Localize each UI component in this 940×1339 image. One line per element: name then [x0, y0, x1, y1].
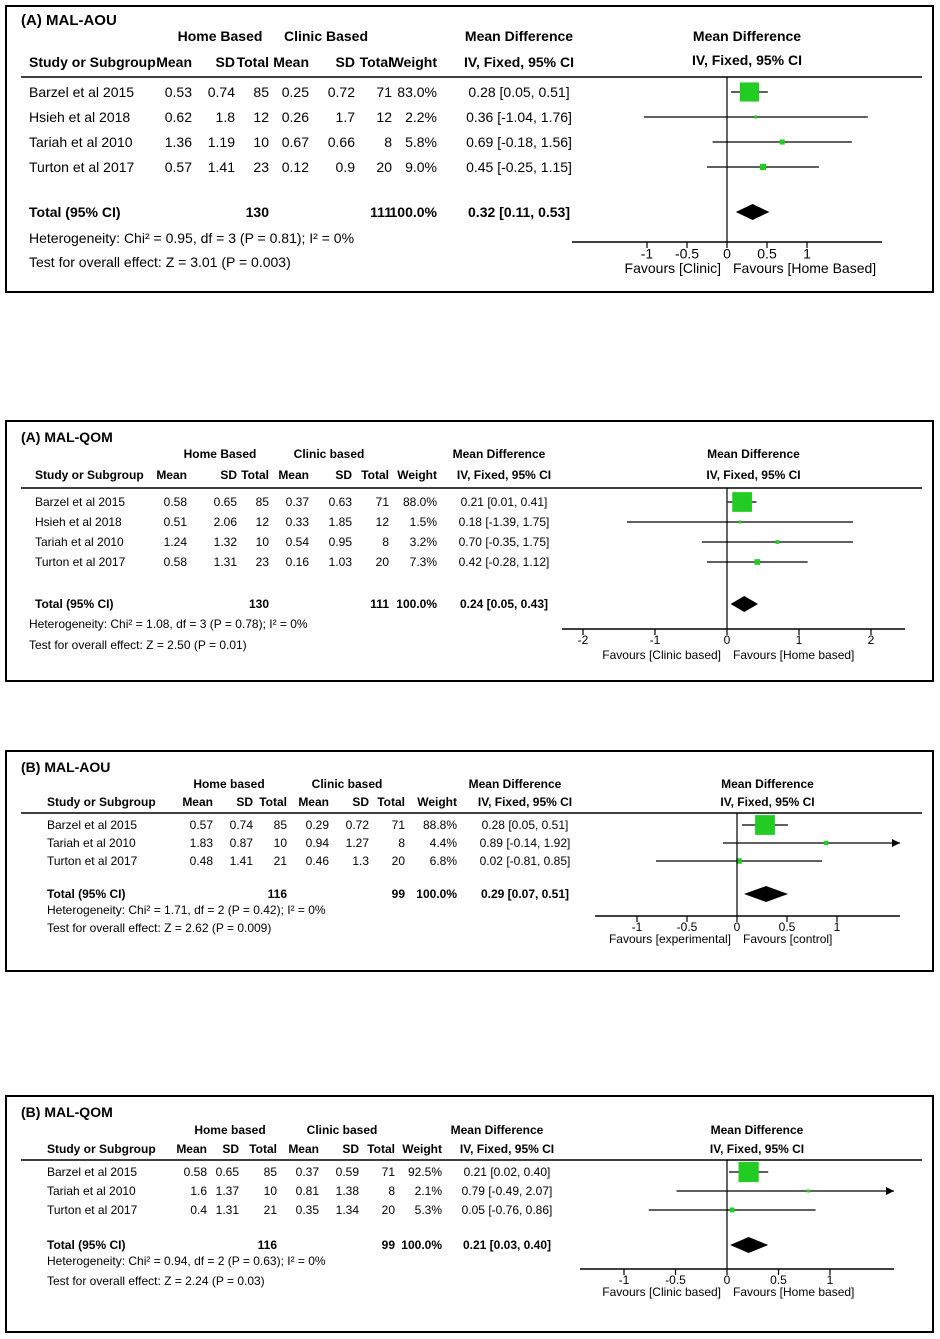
- total-cell: 100.0%: [389, 203, 437, 220]
- x-tick-label: 0: [733, 920, 741, 935]
- table-cell: 0.66: [327, 133, 355, 150]
- panel-title: (A) MAL-QOM: [21, 429, 113, 445]
- table-cell: 0.16: [285, 555, 309, 570]
- table-cell: 12: [253, 108, 269, 125]
- panel-title: (B) MAL-QOM: [21, 1104, 113, 1120]
- table-cell: 0.95: [328, 535, 352, 550]
- total-cell: 100.0%: [416, 887, 457, 902]
- study-name: Hsieh et al 2018: [29, 108, 131, 125]
- table-cell: 1.3: [352, 854, 369, 869]
- table-cell: 0.28 [0.05, 0.51]: [468, 83, 570, 100]
- study-point-square: [760, 164, 766, 170]
- table-cell: 71: [381, 1165, 395, 1180]
- table-cell: 0.02 [-0.81, 0.85]: [479, 854, 571, 869]
- column-header: Weight: [390, 54, 437, 70]
- study-point-square: [776, 540, 780, 544]
- table-cell: 0.74: [207, 83, 235, 100]
- table-cell: 0.87: [229, 836, 253, 851]
- column-header: Study or Subgroup: [35, 468, 144, 482]
- plot-subheader: IV, Fixed, 95% CI: [709, 1142, 805, 1156]
- column-header: IV, Fixed, 95% CI: [464, 54, 574, 70]
- table-cell: 0.35: [295, 1203, 319, 1218]
- study-name: Barzel et al 2015: [35, 495, 126, 510]
- mean-difference-header: Mean Difference: [464, 28, 574, 44]
- panel-title: (B) MAL-AOU: [21, 759, 111, 775]
- mean-difference-header: Mean Difference: [450, 1123, 544, 1137]
- column-header: Study or Subgroup: [47, 795, 156, 809]
- pooled-diamond: [731, 596, 758, 612]
- table-cell: 0.05 [-0.76, 0.86]: [461, 1203, 553, 1218]
- table-cell: 1.6: [190, 1184, 207, 1199]
- favours-left-label: Favours [experimental]: [608, 932, 731, 946]
- column-header: Total: [367, 1142, 395, 1156]
- column-header: Mean: [176, 1142, 207, 1156]
- table-cell: 0.46: [305, 854, 329, 869]
- overall-effect-text: Test for overall effect: Z = 2.50 (P = 0.01): [29, 638, 247, 652]
- table-cell: 0.18 [-1.39, 1.75]: [458, 515, 550, 530]
- table-cell: 0.69 [-0.18, 1.56]: [466, 133, 572, 150]
- table-cell: 8: [388, 1184, 395, 1199]
- table-cell: 8: [384, 133, 392, 150]
- table-cell: 1.27: [345, 836, 369, 851]
- column-header: Weight: [397, 468, 437, 482]
- column-header: Mean: [298, 795, 329, 809]
- x-tick-label: 1: [833, 920, 841, 935]
- table-cell: 0.45 [-0.25, 1.15]: [466, 158, 572, 175]
- favours-left-label: Favours [Clinic based]: [602, 648, 721, 662]
- table-cell: 0.67: [281, 133, 309, 150]
- favours-right-label: Favours [Home based]: [733, 1285, 855, 1299]
- table-cell: 0.25: [281, 83, 309, 100]
- study-name: Hsieh et al 2018: [35, 515, 122, 530]
- table-cell: 9.0%: [405, 158, 437, 175]
- table-cell: 0.21 [0.01, 0.41]: [460, 495, 548, 510]
- table-cell: 12: [376, 108, 392, 125]
- column-header: SD: [236, 795, 253, 809]
- x-tick-label: 0: [723, 245, 731, 262]
- x-tick-label: -2: [577, 633, 589, 648]
- table-cell: 1.32: [213, 535, 237, 550]
- x-tick-label: -1: [649, 633, 661, 648]
- column-header: Mean: [273, 54, 309, 70]
- column-header: Mean: [156, 468, 187, 482]
- x-tick-label: -0.5: [676, 920, 698, 935]
- table-cell: 12: [375, 515, 389, 530]
- table-cell: 0.28 [0.05, 0.51]: [481, 818, 569, 833]
- x-tick-label: 1: [803, 245, 811, 262]
- table-cell: 6.8%: [429, 854, 457, 869]
- study-point-square: [824, 841, 828, 845]
- total-cell: 0.21 [0.03, 0.40]: [462, 1238, 552, 1253]
- study-point-square: [740, 82, 759, 101]
- table-cell: 10: [255, 535, 269, 550]
- x-tick-label: 1: [826, 1273, 834, 1288]
- study-point-square: [780, 139, 785, 144]
- forest-plot-svg: [7, 422, 932, 680]
- column-header: Total: [359, 54, 392, 70]
- study-name: Tariah et al 2010: [47, 836, 136, 851]
- x-tick-label: 0.5: [778, 920, 796, 935]
- total-cell: 100.0%: [396, 597, 437, 612]
- plot-subheader: IV, Fixed, 95% CI: [692, 52, 802, 68]
- total-cell: 130: [245, 203, 269, 220]
- table-cell: 23: [255, 555, 269, 570]
- study-name: Barzel et al 2015: [47, 818, 138, 833]
- plot-mean-difference-header: Mean Difference: [692, 28, 802, 44]
- table-cell: 85: [273, 818, 287, 833]
- table-cell: 20: [391, 854, 405, 869]
- pooled-diamond: [730, 1237, 768, 1253]
- total-cell: 111: [370, 203, 392, 220]
- column-header: SD: [342, 1142, 359, 1156]
- forest-panel-b-mal-aou: [5, 750, 934, 972]
- plot-mean-difference-header: Mean Difference: [721, 777, 814, 791]
- table-cell: 0.65: [215, 1165, 239, 1180]
- table-cell: 0.33: [285, 515, 309, 530]
- pooled-diamond: [736, 204, 770, 220]
- column-header: Total: [259, 795, 287, 809]
- column-header: IV, Fixed, 95% CI: [477, 795, 573, 809]
- table-cell: 12: [255, 515, 269, 530]
- total-cell: 0.24 [0.05, 0.43]: [459, 597, 549, 612]
- table-cell: 0.26: [281, 108, 309, 125]
- panel-title: (A) MAL-AOU: [21, 12, 117, 29]
- column-header: IV, Fixed, 95% CI: [459, 1142, 555, 1156]
- table-cell: 71: [376, 83, 392, 100]
- table-cell: 0.58: [183, 1165, 207, 1180]
- table-cell: 1.83: [189, 836, 213, 851]
- table-cell: 1.5%: [409, 515, 437, 530]
- heterogeneity-text: Heterogeneity: Chi² = 1.71, df = 2 (P = 0.42); I² = 0%: [47, 903, 326, 917]
- heterogeneity-text: Heterogeneity: Chi² = 0.95, df = 3 (P = 0.81); I² = 0%: [29, 230, 355, 246]
- column-header: Total: [236, 54, 269, 70]
- study-name: Turton et al 2017: [47, 1203, 138, 1218]
- forest-plot-svg: [7, 1097, 932, 1331]
- total-label: Total (95% CI): [47, 887, 126, 902]
- table-cell: 1.41: [207, 158, 235, 175]
- plot-subheader: IV, Fixed, 95% CI: [706, 468, 801, 482]
- total-cell: 99: [391, 887, 405, 902]
- table-cell: 0.57: [189, 818, 213, 833]
- total-cell: 111: [370, 597, 389, 612]
- table-cell: 1.24: [163, 535, 187, 550]
- table-cell: 1.37: [215, 1184, 239, 1199]
- table-cell: 0.36 [-1.04, 1.76]: [466, 108, 572, 125]
- column-header: SD: [220, 468, 237, 482]
- x-tick-label: -1: [640, 245, 654, 262]
- x-tick-label: 1: [795, 633, 803, 648]
- group2-header: Clinic based: [306, 1123, 378, 1137]
- heterogeneity-text: Heterogeneity: Chi² = 1.08, df = 3 (P = 0.78); I² = 0%: [29, 617, 308, 631]
- table-cell: 5.3%: [414, 1203, 442, 1218]
- table-cell: 10: [263, 1184, 277, 1199]
- table-cell: 2.06: [213, 515, 237, 530]
- favours-right-label: Favours [Home Based]: [733, 260, 877, 276]
- favours-right-label: Favours [control]: [743, 932, 833, 946]
- total-cell: 130: [248, 597, 269, 612]
- overall-effect-text: Test for overall effect: Z = 3.01 (P = 0.003): [29, 254, 291, 270]
- favours-left-label: Favours [Clinic based]: [602, 1285, 721, 1299]
- column-header: Total: [361, 468, 389, 482]
- table-cell: 0.29: [305, 818, 329, 833]
- table-cell: 71: [375, 495, 389, 510]
- table-cell: 0.21 [0.02, 0.40]: [463, 1165, 551, 1180]
- total-label: Total (95% CI): [29, 203, 121, 220]
- forest-plot-svg: [7, 752, 932, 970]
- table-cell: 0.37: [285, 495, 309, 510]
- study-point-square: [807, 1189, 810, 1192]
- table-cell: 0.72: [345, 818, 369, 833]
- column-header: SD: [352, 795, 369, 809]
- x-tick-label: 0.5: [757, 245, 777, 262]
- mean-difference-header: Mean Difference: [452, 447, 546, 461]
- table-cell: 10: [253, 133, 269, 150]
- table-cell: 92.5%: [407, 1165, 442, 1180]
- group2-header: Clinic based: [311, 777, 383, 791]
- column-header: Total: [241, 468, 269, 482]
- column-header: SD: [335, 54, 355, 70]
- table-cell: 0.89 [-0.14, 1.92]: [479, 836, 571, 851]
- table-cell: 0.79 [-0.49, 2.07]: [461, 1184, 553, 1199]
- study-point-square: [730, 1208, 735, 1213]
- table-cell: 85: [253, 83, 269, 100]
- table-cell: 1.7: [335, 108, 355, 125]
- table-cell: 83.0%: [397, 83, 437, 100]
- study-point-square: [754, 559, 760, 565]
- column-header: Weight: [417, 795, 457, 809]
- column-header: Mean: [156, 54, 192, 70]
- group1-header: Home Based: [177, 28, 263, 44]
- total-cell: 99: [381, 1238, 395, 1253]
- table-cell: 0.4: [190, 1203, 207, 1218]
- table-cell: 10: [273, 836, 287, 851]
- table-cell: 23: [253, 158, 269, 175]
- forest-panel-a-mal-aou: [5, 5, 934, 293]
- favours-left-label: Favours [Clinic]: [624, 260, 721, 276]
- total-cell: 100.0%: [401, 1238, 442, 1253]
- total-cell: 0.29 [0.07, 0.51]: [480, 887, 570, 902]
- plot-subheader: IV, Fixed, 95% CI: [720, 795, 815, 809]
- study-name: Turton et al 2017: [35, 555, 126, 570]
- table-cell: 21: [273, 854, 287, 869]
- forest-plot-svg: [7, 7, 932, 291]
- table-cell: 71: [391, 818, 405, 833]
- table-cell: 0.54: [285, 535, 309, 550]
- forest-panel-b-mal-qom: [5, 1095, 934, 1333]
- table-cell: 0.9: [335, 158, 355, 175]
- table-cell: 5.8%: [405, 133, 437, 150]
- table-cell: 1.41: [229, 854, 253, 869]
- study-name: Turton et al 2017: [29, 158, 135, 175]
- table-cell: 88.8%: [422, 818, 457, 833]
- table-cell: 0.63: [328, 495, 352, 510]
- table-cell: 8: [398, 836, 405, 851]
- table-cell: 0.65: [213, 495, 237, 510]
- total-cell: 0.32 [0.11, 0.53]: [468, 203, 570, 220]
- column-header: Weight: [402, 1142, 442, 1156]
- x-tick-label: -1: [618, 1273, 630, 1288]
- column-header: Mean: [278, 468, 309, 482]
- ci-arrow: [886, 1187, 894, 1195]
- plot-mean-difference-header: Mean Difference: [707, 447, 800, 461]
- x-tick-label: 0: [723, 633, 731, 648]
- table-cell: 1.31: [213, 555, 237, 570]
- study-point-square: [754, 115, 757, 118]
- pooled-diamond: [744, 886, 788, 902]
- table-cell: 8: [382, 535, 389, 550]
- ci-arrow: [892, 839, 900, 847]
- column-header: SD: [215, 54, 235, 70]
- column-header: Total: [249, 1142, 277, 1156]
- table-cell: 1.85: [328, 515, 352, 530]
- table-cell: 2.1%: [414, 1184, 442, 1199]
- study-name: Tariah et al 2010: [29, 133, 133, 150]
- table-cell: 0.62: [164, 108, 192, 125]
- x-tick-label: 0.5: [770, 1273, 787, 1288]
- table-cell: 1.31: [215, 1203, 239, 1218]
- x-tick-label: 0: [723, 1273, 731, 1288]
- table-cell: 0.53: [164, 83, 192, 100]
- table-cell: 1.36: [164, 133, 192, 150]
- table-cell: 1.03: [328, 555, 352, 570]
- table-cell: 3.2%: [409, 535, 437, 550]
- table-cell: 0.58: [163, 495, 187, 510]
- overall-effect-text: Test for overall effect: Z = 2.24 (P = 0.03): [47, 1274, 265, 1288]
- table-cell: 85: [255, 495, 269, 510]
- total-cell: 116: [257, 1238, 277, 1253]
- table-cell: 0.37: [295, 1165, 319, 1180]
- study-name: Barzel et al 2015: [29, 83, 135, 100]
- table-cell: 21: [263, 1203, 277, 1218]
- mean-difference-header: Mean Difference: [468, 777, 562, 791]
- table-cell: 0.58: [163, 555, 187, 570]
- table-cell: 0.57: [164, 158, 192, 175]
- column-header: SD: [335, 468, 352, 482]
- study-name: Tariah et al 2010: [35, 535, 124, 550]
- overall-effect-text: Test for overall effect: Z = 2.62 (P = 0.009): [47, 921, 272, 935]
- table-cell: 0.74: [229, 818, 253, 833]
- table-cell: 4.4%: [429, 836, 457, 851]
- study-point-square: [755, 815, 775, 835]
- table-cell: 1.38: [335, 1184, 359, 1199]
- table-cell: 88.0%: [402, 495, 437, 510]
- study-name: Barzel et al 2015: [47, 1165, 138, 1180]
- group1-header: Home based: [193, 777, 265, 791]
- table-cell: 0.42 [-0.28, 1.12]: [458, 555, 550, 570]
- group2-header: Clinic based: [293, 447, 365, 461]
- x-tick-label: -0.5: [665, 1273, 686, 1288]
- favours-right-label: Favours [Home based]: [733, 648, 855, 662]
- study-name: Turton et al 2017: [47, 854, 138, 869]
- table-cell: 2.2%: [405, 108, 437, 125]
- group1-header: Home based: [194, 1123, 266, 1137]
- table-cell: 1.8: [215, 108, 235, 125]
- column-header: SD: [222, 1142, 239, 1156]
- group2-header: Clinic Based: [283, 28, 369, 44]
- total-label: Total (95% CI): [35, 597, 114, 612]
- x-tick-label: -1: [631, 920, 643, 935]
- table-cell: 0.59: [335, 1165, 359, 1180]
- column-header: IV, Fixed, 95% CI: [456, 468, 552, 482]
- column-header: Mean: [182, 795, 213, 809]
- table-cell: 0.12: [281, 158, 309, 175]
- table-cell: 0.70 [-0.35, 1.75]: [458, 535, 550, 550]
- total-cell: 116: [267, 887, 287, 902]
- study-name: Tariah et al 2010: [47, 1184, 136, 1199]
- column-header: Study or Subgroup: [47, 1142, 156, 1156]
- x-tick-label: 2: [867, 633, 875, 648]
- table-cell: 0.72: [327, 83, 355, 100]
- table-cell: 1.34: [335, 1203, 359, 1218]
- plot-mean-difference-header: Mean Difference: [710, 1123, 804, 1137]
- column-header: Study or Subgroup: [29, 54, 156, 70]
- table-cell: 85: [263, 1165, 277, 1180]
- table-cell: 7.3%: [409, 555, 437, 570]
- column-header: Total: [377, 795, 405, 809]
- total-label: Total (95% CI): [47, 1238, 126, 1253]
- table-cell: 0.81: [295, 1184, 319, 1199]
- table-cell: 1.19: [207, 133, 235, 150]
- table-cell: 0.48: [189, 854, 213, 869]
- study-point-square: [732, 492, 752, 512]
- column-header: Mean: [288, 1142, 319, 1156]
- heterogeneity-text: Heterogeneity: Chi² = 0.94, df = 2 (P = 0.63); I² = 0%: [47, 1254, 326, 1268]
- x-tick-label: -0.5: [674, 245, 700, 262]
- table-cell: 20: [375, 555, 389, 570]
- forest-panel-a-mal-qom: [5, 420, 934, 682]
- table-cell: 0.51: [163, 515, 187, 530]
- study-point-square: [739, 1162, 759, 1182]
- study-point-square: [738, 521, 741, 524]
- table-cell: 20: [381, 1203, 395, 1218]
- table-cell: 20: [376, 158, 392, 175]
- group1-header: Home Based: [183, 447, 257, 461]
- table-cell: 0.94: [305, 836, 329, 851]
